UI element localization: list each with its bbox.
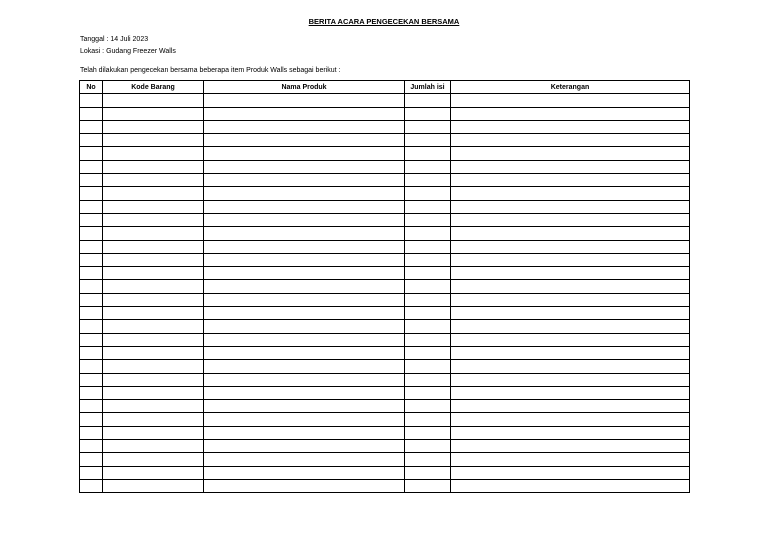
table-cell [103, 107, 204, 120]
table-cell [451, 267, 690, 280]
table-cell [204, 147, 405, 160]
table-cell [80, 400, 103, 413]
table-cell [103, 213, 204, 226]
table-cell [405, 200, 451, 213]
table-cell [451, 453, 690, 466]
table-cell [204, 280, 405, 293]
table-cell [80, 94, 103, 107]
table-cell [204, 320, 405, 333]
table-cell [405, 479, 451, 492]
table-cell [103, 479, 204, 492]
table-cell [451, 213, 690, 226]
table-cell [451, 373, 690, 386]
table-row [80, 200, 690, 213]
table-cell [204, 293, 405, 306]
table-cell [204, 160, 405, 173]
table-cell [204, 107, 405, 120]
table-cell [103, 147, 204, 160]
table-cell [204, 120, 405, 133]
table-cell [204, 253, 405, 266]
date-line: Tanggal : 14 Juli 2023 [80, 36, 149, 43]
table-cell [405, 346, 451, 359]
table-cell [405, 267, 451, 280]
table-cell [80, 174, 103, 187]
table-cell [80, 333, 103, 346]
table-cell [405, 426, 451, 439]
table-cell [103, 440, 204, 453]
table-cell [80, 453, 103, 466]
table-cell [103, 333, 204, 346]
table-cell [80, 134, 103, 147]
table-cell [103, 413, 204, 426]
table-cell [451, 107, 690, 120]
table-cell [405, 134, 451, 147]
table-cell [204, 267, 405, 280]
table-cell [451, 293, 690, 306]
table-cell [103, 120, 204, 133]
table-cell [405, 227, 451, 240]
table-cell [405, 187, 451, 200]
table-cell [405, 320, 451, 333]
table-cell [80, 320, 103, 333]
table-cell [405, 440, 451, 453]
table-cell [405, 453, 451, 466]
table-cell [204, 187, 405, 200]
table-row [80, 174, 690, 187]
table-row [80, 120, 690, 133]
table-cell [103, 253, 204, 266]
table-cell [451, 147, 690, 160]
table-row [80, 253, 690, 266]
table-cell [451, 400, 690, 413]
table-cell [451, 280, 690, 293]
table-row [80, 213, 690, 226]
table-row [80, 346, 690, 359]
table-row [80, 267, 690, 280]
table-cell [204, 360, 405, 373]
table-cell [405, 280, 451, 293]
table-cell [204, 134, 405, 147]
table-cell [451, 413, 690, 426]
table-cell [103, 240, 204, 253]
table-cell [103, 200, 204, 213]
table-cell [405, 107, 451, 120]
table-cell [103, 280, 204, 293]
table-cell [80, 373, 103, 386]
table-header-row [80, 81, 690, 94]
table-cell [80, 479, 103, 492]
table-cell [451, 253, 690, 266]
table-cell [405, 293, 451, 306]
header-kode-barang: Kode Barang [103, 81, 204, 94]
table-cell [103, 360, 204, 373]
table-cell [80, 187, 103, 200]
table-cell [80, 147, 103, 160]
table-row [80, 479, 690, 492]
table-cell [80, 253, 103, 266]
table-cell [103, 94, 204, 107]
table-cell [204, 440, 405, 453]
table-cell [405, 120, 451, 133]
table-cell [204, 94, 405, 107]
table-cell [103, 134, 204, 147]
table-cell [405, 360, 451, 373]
table-cell [405, 413, 451, 426]
table-row [80, 307, 690, 320]
table-cell [80, 293, 103, 306]
table-cell [204, 307, 405, 320]
table-cell [80, 386, 103, 399]
table-row [80, 240, 690, 253]
table-cell [451, 346, 690, 359]
table-cell [80, 413, 103, 426]
table-row [80, 147, 690, 160]
table-cell [451, 466, 690, 479]
table-cell [451, 479, 690, 492]
table-cell [103, 466, 204, 479]
table-cell [80, 120, 103, 133]
table-cell [405, 94, 451, 107]
table-cell [405, 174, 451, 187]
document-title: BERITA ACARA PENGECEKAN BERSAMA [308, 17, 460, 26]
table-cell [80, 200, 103, 213]
table-cell [204, 466, 405, 479]
table-cell [103, 320, 204, 333]
table-cell [451, 360, 690, 373]
table-row [80, 426, 690, 439]
table-cell [405, 373, 451, 386]
table-row [80, 373, 690, 386]
table-row [80, 400, 690, 413]
table-cell [80, 280, 103, 293]
header-no: No [80, 81, 103, 94]
table-cell [405, 253, 451, 266]
table-cell [405, 400, 451, 413]
table-cell [204, 413, 405, 426]
table-cell [80, 107, 103, 120]
table-cell [405, 386, 451, 399]
table-row [80, 333, 690, 346]
table-cell [204, 200, 405, 213]
table-cell [80, 160, 103, 173]
table-cell [103, 293, 204, 306]
table-cell [80, 346, 103, 359]
table-cell [204, 386, 405, 399]
table-row [80, 107, 690, 120]
table-row [80, 293, 690, 306]
table-cell [103, 400, 204, 413]
table-cell [451, 333, 690, 346]
table-row [80, 386, 690, 399]
table-cell [204, 213, 405, 226]
header-nama-produk: Nama Produk [204, 81, 405, 94]
table-cell [80, 213, 103, 226]
table-cell [103, 267, 204, 280]
header-keterangan: Keterangan [451, 81, 690, 94]
table-row [80, 360, 690, 373]
table-cell [405, 213, 451, 226]
table-cell [451, 134, 690, 147]
table-cell [103, 453, 204, 466]
table-cell [103, 346, 204, 359]
table-cell [103, 426, 204, 439]
table-cell [451, 307, 690, 320]
table-cell [204, 346, 405, 359]
table-cell [204, 453, 405, 466]
table-cell [405, 240, 451, 253]
table-row [80, 320, 690, 333]
table-cell [103, 187, 204, 200]
table-cell [80, 227, 103, 240]
table-cell [103, 307, 204, 320]
table-cell [451, 386, 690, 399]
table-cell [451, 200, 690, 213]
table-row [80, 453, 690, 466]
table-cell [451, 120, 690, 133]
table-body [80, 94, 690, 493]
table-cell [451, 160, 690, 173]
table-cell [451, 94, 690, 107]
table-cell [204, 240, 405, 253]
table-cell [103, 386, 204, 399]
table-row [80, 134, 690, 147]
table-row [80, 466, 690, 479]
table-cell [80, 466, 103, 479]
table-cell [80, 440, 103, 453]
table-cell [80, 360, 103, 373]
table-cell [204, 479, 405, 492]
table-cell [405, 466, 451, 479]
table-cell [451, 174, 690, 187]
intro-line: Telah dilakukan pengecekan bersama beberapa item Produk Walls sebagai berikut : [80, 67, 341, 74]
table-cell [451, 440, 690, 453]
table-cell [204, 400, 405, 413]
table-cell [405, 147, 451, 160]
table-row [80, 160, 690, 173]
table-row [80, 440, 690, 453]
table-cell [451, 187, 690, 200]
table-cell [103, 174, 204, 187]
table-row [80, 94, 690, 107]
table-row [80, 227, 690, 240]
table-cell [405, 307, 451, 320]
table-cell [405, 333, 451, 346]
table-cell [451, 320, 690, 333]
table-cell [80, 426, 103, 439]
table-cell [451, 227, 690, 240]
table-cell [103, 160, 204, 173]
location-line: Lokasi : Gudang Freezer Walls [80, 48, 176, 55]
table-cell [405, 160, 451, 173]
table-cell [80, 267, 103, 280]
table-cell [80, 307, 103, 320]
inspection-table [79, 80, 690, 493]
table-cell [80, 240, 103, 253]
table-cell [204, 174, 405, 187]
table-cell [103, 373, 204, 386]
table-cell [451, 240, 690, 253]
table-row [80, 280, 690, 293]
table-cell [204, 227, 405, 240]
table-cell [204, 373, 405, 386]
table-row [80, 187, 690, 200]
table-cell [451, 426, 690, 439]
table-cell [204, 333, 405, 346]
table-cell [103, 227, 204, 240]
table-row [80, 413, 690, 426]
table-cell [204, 426, 405, 439]
header-jumlah-isi: Jumlah isi [405, 81, 451, 94]
